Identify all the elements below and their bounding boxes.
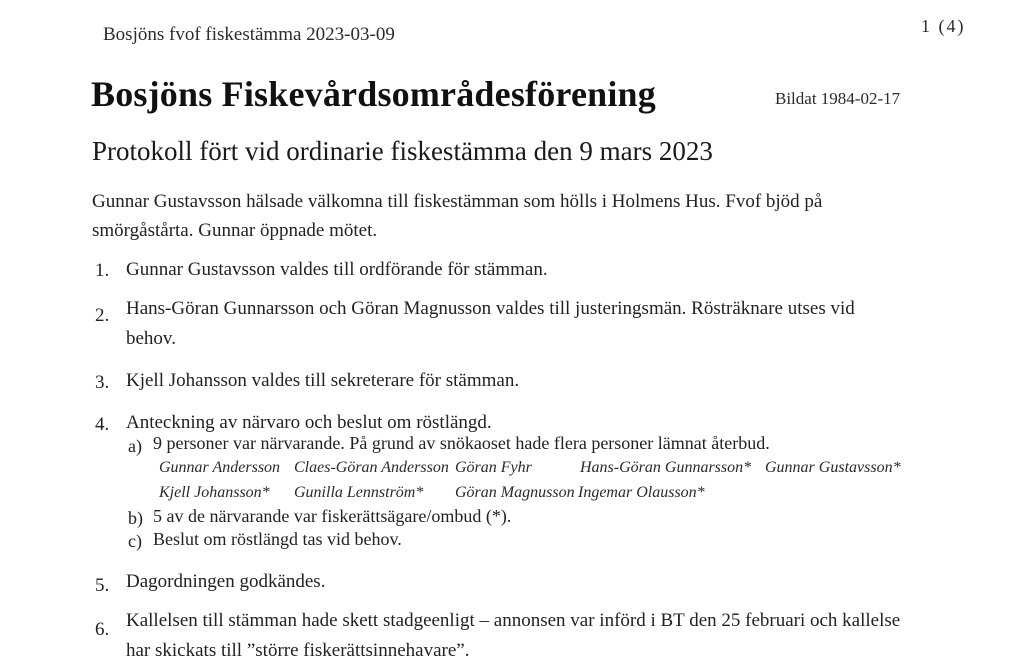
subitem-letter: c) [128,531,142,551]
item-number: 2. [95,305,110,326]
attendee-name: Gunnar Andersson [159,459,281,476]
intro-paragraph: Gunnar Gustavsson hälsade välkomna till fiskestämman som hölls i Holmens Hus. Fvof bjöd på smörgåstårta. Gunnar öppnade mötet. [92,191,823,241]
attendee-name: Ingemar Olausson* [578,484,705,501]
organization-title: Bosjöns Fiskevårdsområdesförening [91,74,656,114]
protocol-subtitle: Protokoll fört vid ordinarie fiskestämma den 9 mars 2023 [92,136,713,166]
item-text: Dagordningen godkändes. [126,571,326,592]
item-number: 1. [95,260,110,281]
attendee-name: Göran Magnusson [455,484,575,501]
attendee-name: Gunnar Gustavsson* [765,459,901,476]
item-text: Gunnar Gustavsson valdes till ordförande för stämman. [126,259,548,280]
item-text: Hans-Göran Gunnarsson och Göran Magnusson valdes till justeringsmän. Rösträknare utses vid behov. [126,298,855,349]
page-number: 1 (4) [921,16,966,36]
subitem-text: 9 personer var närvarande. På grund av snökaoset hade flera personer lämnat återbud. [153,433,770,453]
item-text: Anteckning av närvaro och beslut om röstlängd. [126,412,492,433]
running-head: Bosjöns fvof fiskestämma 2023-03-09 [103,24,395,45]
item-text: Kjell Johansson valdes till sekreterare för stämman. [126,370,520,391]
attendee-name: Kjell Johansson* [159,484,270,501]
attendee-name: Göran Fyhr [455,459,532,476]
item-number: 3. [95,372,110,393]
subitem-letter: b) [128,508,143,528]
attendee-name: Gunilla Lennström* [294,484,424,501]
founded-date: Bildat 1984-02-17 [775,89,901,108]
subitem-letter: a) [128,436,142,456]
item-number: 6. [95,619,110,640]
attendee-name: Claes-Göran Andersson [294,459,449,476]
item-text: Kallelsen till stämman hade skett stadgeenligt – annonsen var införd i BT den 25 februari och kallelse har skickats till ”större fiskerättsinnehavare”. [126,610,901,661]
item-number: 4. [95,414,110,435]
subitem-text: Beslut om röstlängd tas vid behov. [153,529,402,549]
subitem-text: 5 av de närvarande var fiskerättsägare/ombud (*). [153,506,512,526]
attendee-name: Hans-Göran Gunnarsson* [580,459,752,476]
item-number: 5. [95,575,110,596]
